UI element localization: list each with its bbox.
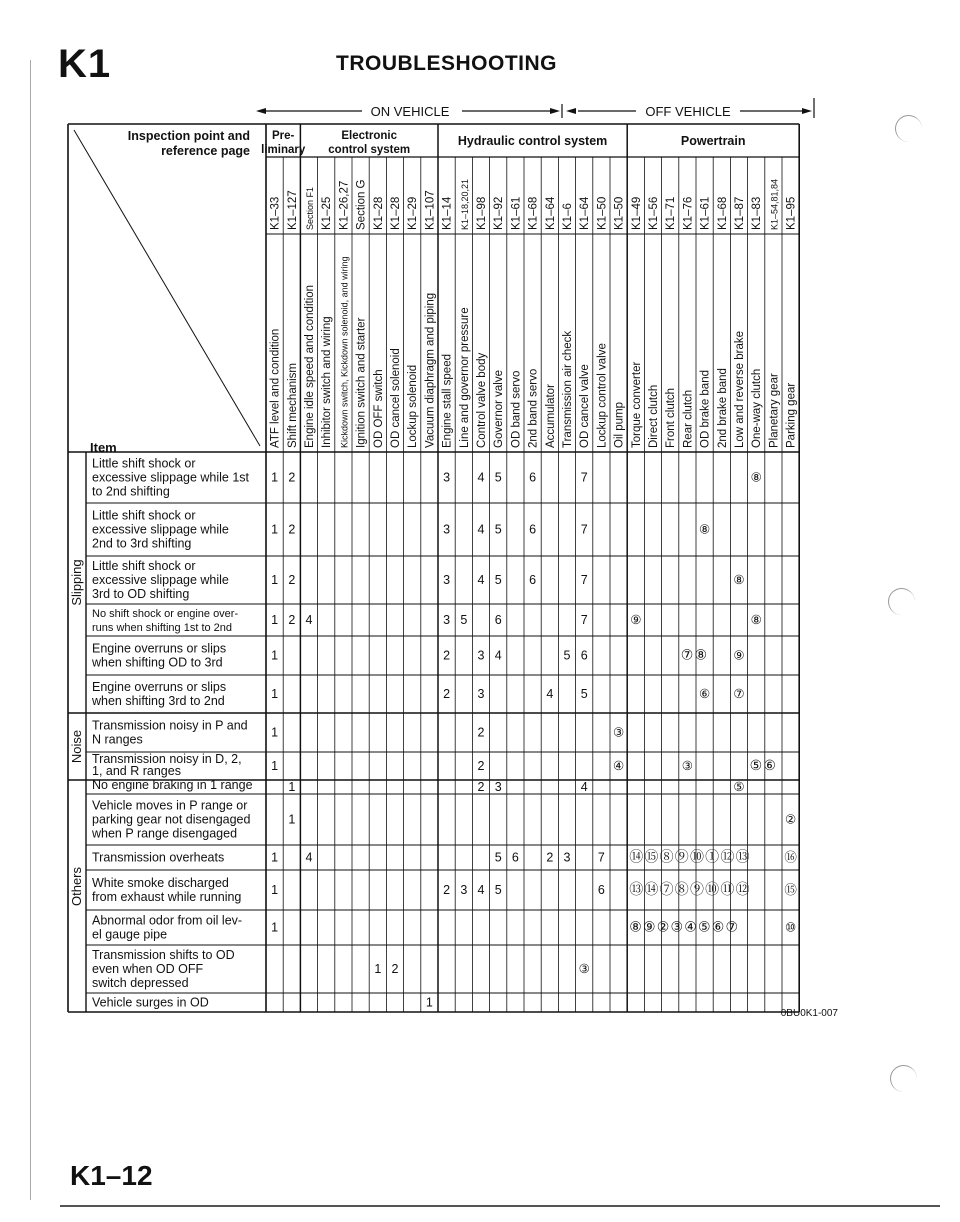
check-order-value: 1 xyxy=(271,687,279,701)
group-header-label: Pre- xyxy=(272,130,295,142)
column-inspection-point: Lockup control valve xyxy=(596,343,609,448)
symptom-label: from exhaust while running xyxy=(92,890,242,904)
column-reference: K1–64 xyxy=(579,196,592,230)
column-inspection-point: Transmission air check xyxy=(562,330,574,448)
check-order-value: 6 xyxy=(597,883,605,897)
check-order-value: 1 xyxy=(271,648,279,663)
column-inspection-point: Lockup solenoid xyxy=(407,364,420,448)
column-inspection-point: OD cancel valve xyxy=(579,364,592,448)
group-header-label: Hydraulic control system xyxy=(457,134,608,148)
column-inspection-point: Vacuum diaphragm and piping xyxy=(424,292,437,448)
check-order-value: 5 xyxy=(494,573,502,587)
column-inspection-point: One-way clutch xyxy=(751,368,764,448)
column-inspection-point: Ignition switch and starter xyxy=(355,317,368,448)
check-order-value: 6 xyxy=(580,648,588,663)
column-inspection-point: Accumulator xyxy=(544,384,557,448)
column-reference: K1–83 xyxy=(751,196,764,230)
check-order-value: 1 xyxy=(425,995,433,1010)
check-order-value: 4 xyxy=(580,780,588,794)
check-order-value: 7 xyxy=(580,573,588,587)
check-order-value: ⑦⑧ xyxy=(680,646,709,663)
column-reference: K1–33 xyxy=(269,196,282,230)
footer-rule xyxy=(60,1205,940,1207)
column-reference: K1–61 xyxy=(699,196,712,230)
check-order-value: ⑭⑮⑧⑨⑩①⑫⑬ xyxy=(629,848,751,865)
symptom-label: 3rd to OD shifting xyxy=(92,587,190,601)
corner-diagonal xyxy=(74,130,260,446)
group-header-label: Electronic xyxy=(341,130,398,142)
check-order-value: 6 xyxy=(529,573,537,587)
symptom-label: Engine overruns or slips xyxy=(92,641,227,656)
check-order-value: 5 xyxy=(580,687,588,701)
symptom-label: White smoke discharged xyxy=(92,876,229,890)
check-order-value: 3 xyxy=(477,648,485,663)
check-order-value: ⑮ xyxy=(784,883,797,897)
column-reference: K1–49 xyxy=(630,196,643,230)
check-order-value: 1 xyxy=(288,812,296,827)
check-order-value: 4 xyxy=(305,850,313,865)
column-inspection-point: Engine stall speed xyxy=(441,354,454,448)
column-reference: K1–50 xyxy=(613,196,626,230)
check-order-value: 2 xyxy=(288,573,296,587)
check-order-value: 3 xyxy=(443,573,451,587)
inspection-point-label: Inspection point and xyxy=(127,129,250,143)
check-order-value: 2 xyxy=(288,613,296,627)
check-order-value: 7 xyxy=(580,522,588,537)
column-reference: K1–68 xyxy=(527,196,540,230)
check-order-value: ⑦ xyxy=(733,687,745,701)
symptom-label: No shift shock or engine over- xyxy=(92,608,239,620)
column-inspection-point: Rear clutch xyxy=(682,389,695,448)
column-reference: K1–64 xyxy=(544,196,557,230)
check-order-value: 4 xyxy=(477,522,485,537)
column-inspection-point: Control valve body xyxy=(476,352,488,448)
column-reference: K1–56 xyxy=(648,196,660,230)
column-reference: K1–6 xyxy=(562,203,574,230)
check-order-value: 2 xyxy=(443,648,451,663)
off-vehicle-label: OFF VEHICLE xyxy=(645,104,731,119)
category-label: Others xyxy=(69,866,84,907)
column-inspection-point: Line and governor pressure xyxy=(458,307,471,448)
check-order-value: 1 xyxy=(271,850,279,865)
symptom-label: el gauge pipe xyxy=(92,927,168,942)
check-order-value: 1 xyxy=(271,613,279,627)
check-order-value: 1 xyxy=(271,470,279,485)
check-order-value: 2 xyxy=(443,687,451,701)
symptom-label: to 2nd shifting xyxy=(92,484,170,499)
check-order-value: 4 xyxy=(546,687,554,701)
check-order-value: 3 xyxy=(443,613,451,627)
check-order-value: 4 xyxy=(305,613,313,627)
check-order-value: 6 xyxy=(494,613,502,627)
check-order-value: ⑧ xyxy=(698,522,711,537)
check-order-value: 1 xyxy=(271,725,279,740)
check-order-value: 4 xyxy=(494,648,502,663)
symptom-label: Little shift shock or xyxy=(92,456,196,471)
check-order-value: ③ xyxy=(681,759,694,773)
symptom-label: No engine braking in 1 range xyxy=(92,778,253,792)
column-reference: K1–87 xyxy=(734,196,746,230)
category-label: Noise xyxy=(69,729,84,764)
column-inspection-point: OD band servo xyxy=(510,370,523,448)
symptom-label: Engine overruns or slips xyxy=(92,680,227,694)
check-order-value: 6 xyxy=(529,470,537,485)
check-order-value: 2 xyxy=(288,522,296,537)
column-inspection-point: ATF level and condition xyxy=(269,328,282,448)
group-header-label: liminary xyxy=(261,144,306,156)
check-order-cells xyxy=(271,471,797,1010)
symptom-label: excessive slippage while xyxy=(92,522,229,537)
check-order-value: 2 xyxy=(477,759,485,773)
column-inspection-point: OD OFF switch xyxy=(372,369,385,448)
check-order-value: ⑧ xyxy=(733,573,745,587)
symptom-label: excessive slippage while xyxy=(92,573,229,587)
check-order-value: ③ xyxy=(578,962,590,976)
check-order-value: 3 xyxy=(443,470,451,485)
category-label: Slipping xyxy=(69,559,84,606)
column-inspection-point: Low and reverse brake xyxy=(734,331,746,448)
check-order-value: 1 xyxy=(271,522,279,537)
column-reference: K1–29 xyxy=(407,196,420,230)
column-reference: K1–26,27 xyxy=(338,180,351,230)
symptom-label: Vehicle moves in P range or xyxy=(92,798,248,813)
on-vehicle-label: ON VEHICLE xyxy=(370,104,450,119)
column-inspection-point: Inhibitor switch and wiring xyxy=(321,316,334,448)
column-reference: K1–50 xyxy=(596,196,609,230)
column-reference: K1–95 xyxy=(785,196,798,230)
check-order-value: ⑧ xyxy=(750,470,762,485)
column-reference: Section F1 xyxy=(305,186,315,230)
check-order-value: 5 xyxy=(494,883,502,897)
symptom-label: Transmission shifts to OD xyxy=(92,948,235,962)
reference-page-label: reference page xyxy=(161,144,250,158)
column-inspection-point: Shift mechanism xyxy=(286,362,299,448)
symptom-rows xyxy=(91,457,253,1010)
check-order-value: 1 xyxy=(271,920,279,935)
symptom-label: N ranges xyxy=(92,732,143,747)
column-reference: K1–28 xyxy=(390,196,402,230)
check-order-value: 2 xyxy=(546,850,554,865)
symptom-label: 1, and R ranges xyxy=(92,764,181,778)
check-order-value: ③ xyxy=(612,725,625,740)
check-order-value: ② xyxy=(784,812,797,827)
check-order-value: 5 xyxy=(494,470,502,485)
check-order-value: 5 xyxy=(494,522,502,537)
column-reference: K1–68 xyxy=(716,196,729,230)
check-order-value: ⑧ xyxy=(750,613,762,627)
column-inspection-point: OD brake band xyxy=(699,370,712,448)
page-title: TROUBLESHOOTING xyxy=(336,52,557,75)
check-order-value: ⑯ xyxy=(784,850,797,865)
page-number: K1–12 xyxy=(70,1160,153,1191)
group-header-label: control system xyxy=(328,144,411,156)
column-inspection-point: Kickdown switch, Kickdown solenoid, and wiring xyxy=(339,256,350,448)
symptom-label: Abnormal odor from oil lev- xyxy=(92,913,243,928)
column-inspection-point: 2nd band servo xyxy=(527,368,540,448)
check-order-value: 2 xyxy=(443,883,451,897)
symptom-label: Vehicle surges in OD xyxy=(92,995,209,1010)
item-label: Item xyxy=(90,440,117,455)
check-order-value: 7 xyxy=(597,850,605,865)
check-order-value: 2 xyxy=(391,962,399,976)
column-inspection-point: Planetary gear xyxy=(768,373,781,448)
check-order-value: 2 xyxy=(477,725,485,740)
check-order-value: 5 xyxy=(563,648,571,663)
figure-code: 0BU0K1-007 xyxy=(780,1008,838,1019)
check-order-value: ⑨ xyxy=(733,648,745,663)
symptom-label: when P range disengaged xyxy=(92,826,238,841)
check-order-value: ⑤⑥ xyxy=(749,757,778,773)
check-order-value: 6 xyxy=(529,522,537,537)
column-reference: K1–71 xyxy=(665,196,678,230)
check-order-value: 3 xyxy=(563,850,571,865)
check-order-value: ⑤ xyxy=(733,780,745,794)
symptom-label: excessive slippage while 1st xyxy=(92,470,250,485)
column-inspection-point: OD cancel solenoid xyxy=(390,348,402,448)
column-inspection-point: Oil pump xyxy=(613,401,626,448)
check-order-value: 5 xyxy=(460,613,468,627)
check-order-value: 1 xyxy=(271,883,279,897)
check-order-value: 1 xyxy=(374,962,382,976)
column-reference: K1–61 xyxy=(510,196,523,230)
symptom-label: Transmission noisy in P and xyxy=(92,718,248,733)
check-order-value: ⑨ xyxy=(630,613,642,627)
column-reference: K1–54,81,84 xyxy=(769,178,780,230)
check-order-value: 2 xyxy=(288,470,296,485)
group-header-label: Powertrain xyxy=(680,134,746,148)
column-reference: K1–98 xyxy=(476,196,488,230)
symptom-label: runs when shifting 1st to 2nd xyxy=(92,622,233,634)
column-inspection-point: 2nd brake band xyxy=(716,368,729,448)
symptom-label: parking gear not disengaged xyxy=(92,812,251,827)
symptom-label: Little shift shock or xyxy=(92,559,196,573)
symptom-label: Transmission noisy in D, 2, xyxy=(92,752,242,766)
column-reference: K1–92 xyxy=(493,196,506,230)
column-inspection-point: Governor valve xyxy=(493,370,506,448)
column-reference: K1–18,20,21 xyxy=(459,178,470,230)
check-order-value: 1 xyxy=(271,759,279,773)
check-order-value: 2 xyxy=(477,780,485,794)
column-group-headers xyxy=(261,130,745,156)
check-order-value: 3 xyxy=(460,883,468,897)
check-order-value: 1 xyxy=(271,573,279,587)
column-reference: K1–25 xyxy=(321,196,334,230)
check-order-value: 7 xyxy=(580,470,588,485)
check-order-value: ④ xyxy=(612,759,625,773)
check-order-value: ⑥ xyxy=(698,687,711,701)
symptom-label: when shifting OD to 3rd xyxy=(92,655,223,670)
column-inspection-point: Direct clutch xyxy=(648,384,660,448)
symptom-label: Little shift shock or xyxy=(92,508,196,523)
check-order-value: ⑧⑨②③④⑤⑥⑦ xyxy=(629,918,740,935)
column-inspection-point: Front clutch xyxy=(665,387,678,448)
vehicle-scope-row xyxy=(256,98,814,119)
check-order-value: 4 xyxy=(477,883,485,897)
inspection-point-columns xyxy=(270,179,798,448)
check-order-value: 3 xyxy=(443,522,451,537)
column-reference: K1–28 xyxy=(372,196,385,230)
column-reference: K1–76 xyxy=(682,196,695,230)
column-reference: Section G xyxy=(355,179,368,230)
category-labels xyxy=(69,559,84,906)
check-order-value: 7 xyxy=(580,613,588,627)
column-inspection-point: Parking gear xyxy=(785,382,798,448)
column-reference: K1–127 xyxy=(286,190,299,230)
symptom-label: Transmission overheats xyxy=(92,850,225,865)
symptom-label: when shifting 3rd to 2nd xyxy=(92,694,225,708)
column-inspection-point: Engine idle speed and condition xyxy=(304,284,316,448)
section-code: K1 xyxy=(58,42,112,86)
check-order-value: 6 xyxy=(511,850,519,865)
column-inspection-point: Torque converter xyxy=(630,361,643,448)
check-order-value: 5 xyxy=(494,850,502,865)
column-reference: K1–14 xyxy=(441,196,454,230)
check-order-value: 4 xyxy=(477,470,485,485)
check-order-value: 4 xyxy=(477,573,485,587)
check-order-value: 1 xyxy=(288,780,296,794)
check-order-value: 3 xyxy=(494,780,502,794)
column-reference: K1–107 xyxy=(424,190,437,230)
check-order-value: ⑬⑭⑦⑧⑨⑩⑪⑫ xyxy=(629,881,751,897)
symptom-label: switch depressed xyxy=(92,976,189,990)
symptom-label: 2nd to 3rd shifting xyxy=(92,536,192,551)
check-order-value: 3 xyxy=(477,687,485,701)
symptom-label: even when OD OFF xyxy=(92,962,204,976)
check-order-value: ⑩ xyxy=(784,920,797,935)
